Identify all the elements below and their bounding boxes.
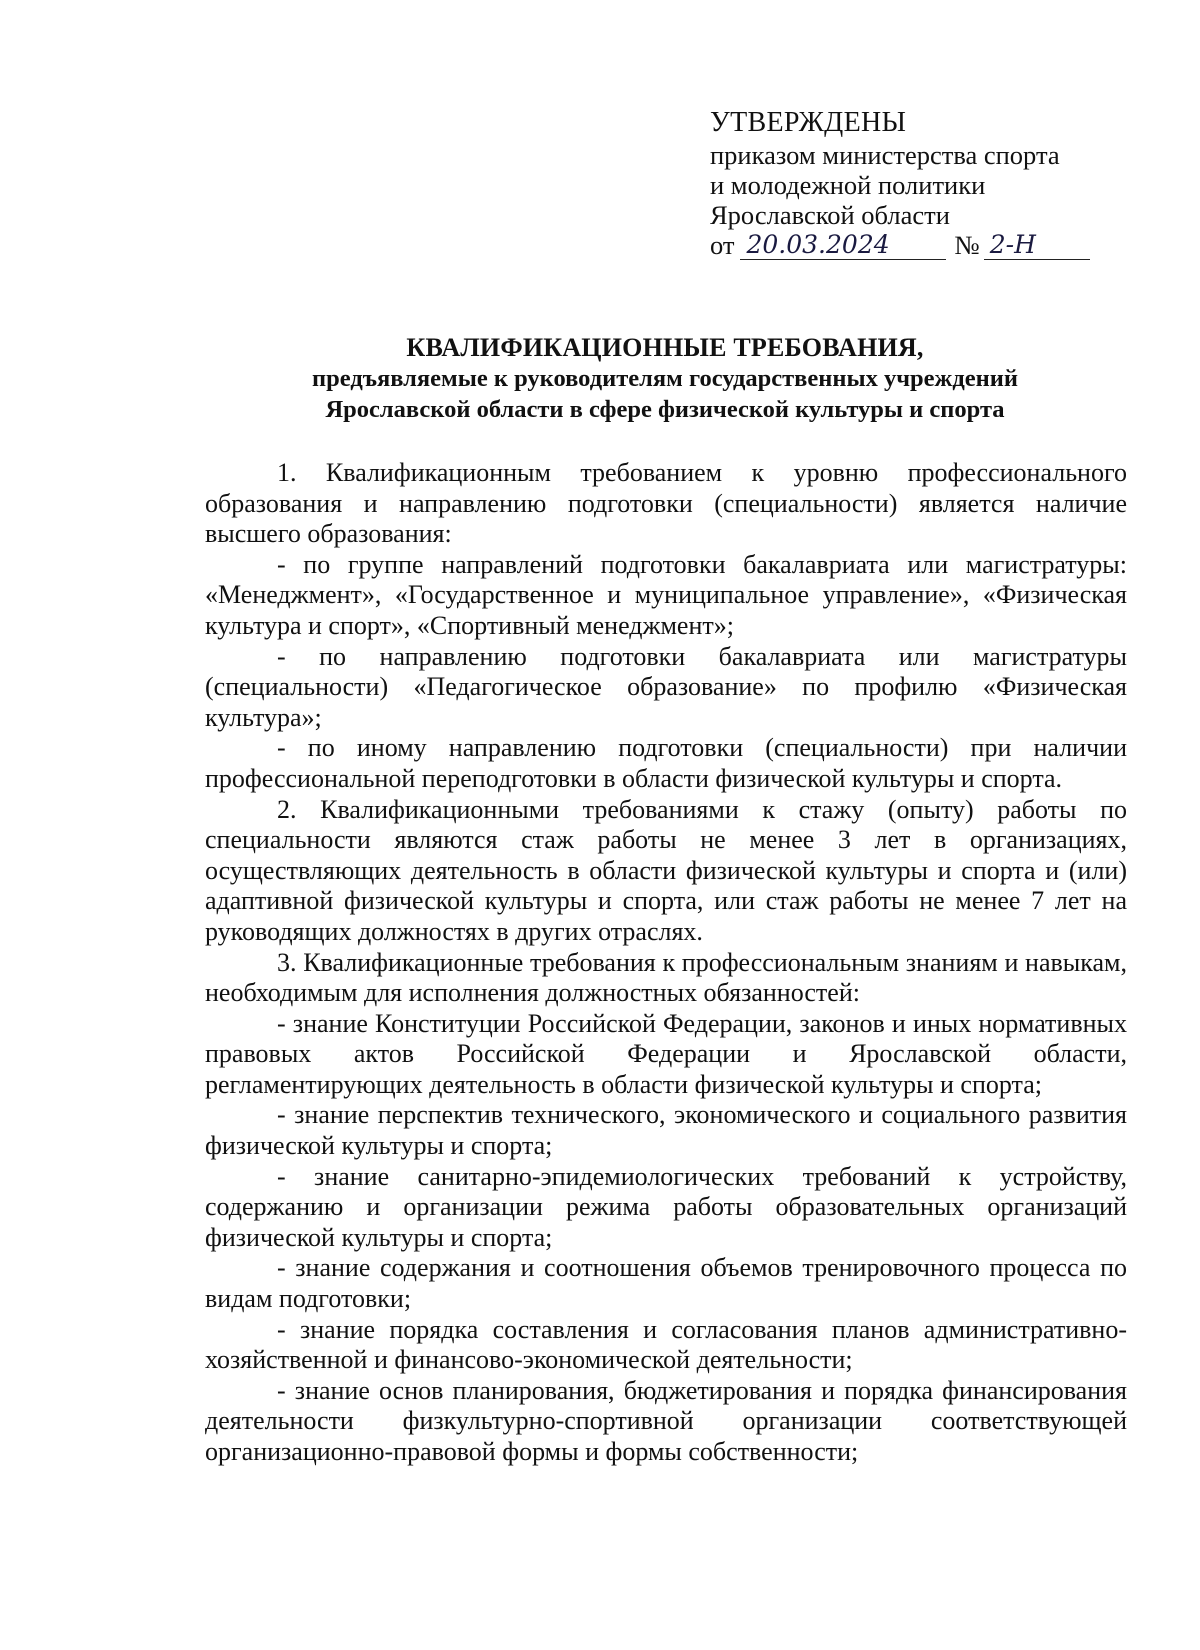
document-body [205,458,1127,1468]
approval-heading: УТВЕРЖДЕНЫ [710,107,907,138]
document-title: КВАЛИФИКАЦИОННЫЕ ТРЕБОВАНИЯ, [406,333,924,362]
body-paragraph: - знание Конституции Российской Федерации, законов и иных нормативных правовых актов Российской Федерации и Ярославской области, регламентирующих деятельность в области физической культуры и спорта; [205,1008,1127,1099]
order-date-number-row [710,230,1110,260]
body-paragraph: 1. Квалификационным требованием к уровню профессионального образования и направлению подготовки (специальности) является наличие высшего образования: [205,458,1127,549]
approval-line: и молодежной политики [710,170,986,200]
body-paragraph: - знание порядка составления и согласования планов административно-хозяйственной и финансово-экономической деятельности; [205,1314,1127,1375]
approval-stamp-block [710,108,1110,260]
document-title-block [205,333,1125,425]
approval-line: Ярославской области [710,200,950,230]
document-subtitle-line: предъявляемые к руководителям государственных учреждений [312,365,1018,392]
body-paragraph: 2. Квалификационными требованиями к стажу (опыту) работы по специальности являются стаж работы не менее 3 лет в организациях, осуществляющих деятельность в области физической культуры и спорта и (или) адаптивной физической культуры и спорта, или стаж работы не менее 7 лет на руководящих должностях в других отраслях. [205,794,1127,946]
body-paragraph: - знание основ планирования, бюджетирования и порядка финансирования деятельности физкультурно-спортивной организации соответствующей организационно-правовой формы и формы собственности; [205,1375,1127,1466]
body-paragraph: - по группе направлений подготовки бакалавриата или магистратуры: «Менеджмент», «Государственное и муниципальное управление», «Физическая культура и спорт», «Спортивный менеджмент»; [205,549,1127,640]
approval-line: приказом министерства спорта [710,140,1060,170]
number-prefix: № [954,230,980,260]
body-paragraph: - знание перспектив технического, экономического и социального развития физической культуры и спорта; [205,1100,1127,1161]
body-paragraph: - знание санитарно-эпидемиологических требований к устройству, содержанию и организации режима работы образовательных организаций физической культуры и спорта; [205,1161,1127,1252]
handwritten-order-number: 2-Н [984,231,1090,260]
body-paragraph: - знание содержания и соотношения объемов тренировочного процесса по видам подготовки; [205,1253,1127,1314]
document-subtitle-line: Ярославской области в сфере физической культуры и спорта [325,396,1005,423]
body-paragraph: - по иному направлению подготовки (специальности) при наличии профессиональной переподготовки в области физической культуры и спорта. [205,733,1127,793]
body-paragraph: - по направлению подготовки бакалавриата или магистратуры (специальности) «Педагогическое образование» по профилю «Физическая культура»; [205,641,1127,732]
date-prefix: от [710,230,735,260]
handwritten-date: 20.03.2024 [740,231,946,260]
body-paragraph: 3. Квалификационные требования к профессиональным знаниям и навыкам, необходимым для исполнения должностных обязанностей: [205,947,1127,1008]
